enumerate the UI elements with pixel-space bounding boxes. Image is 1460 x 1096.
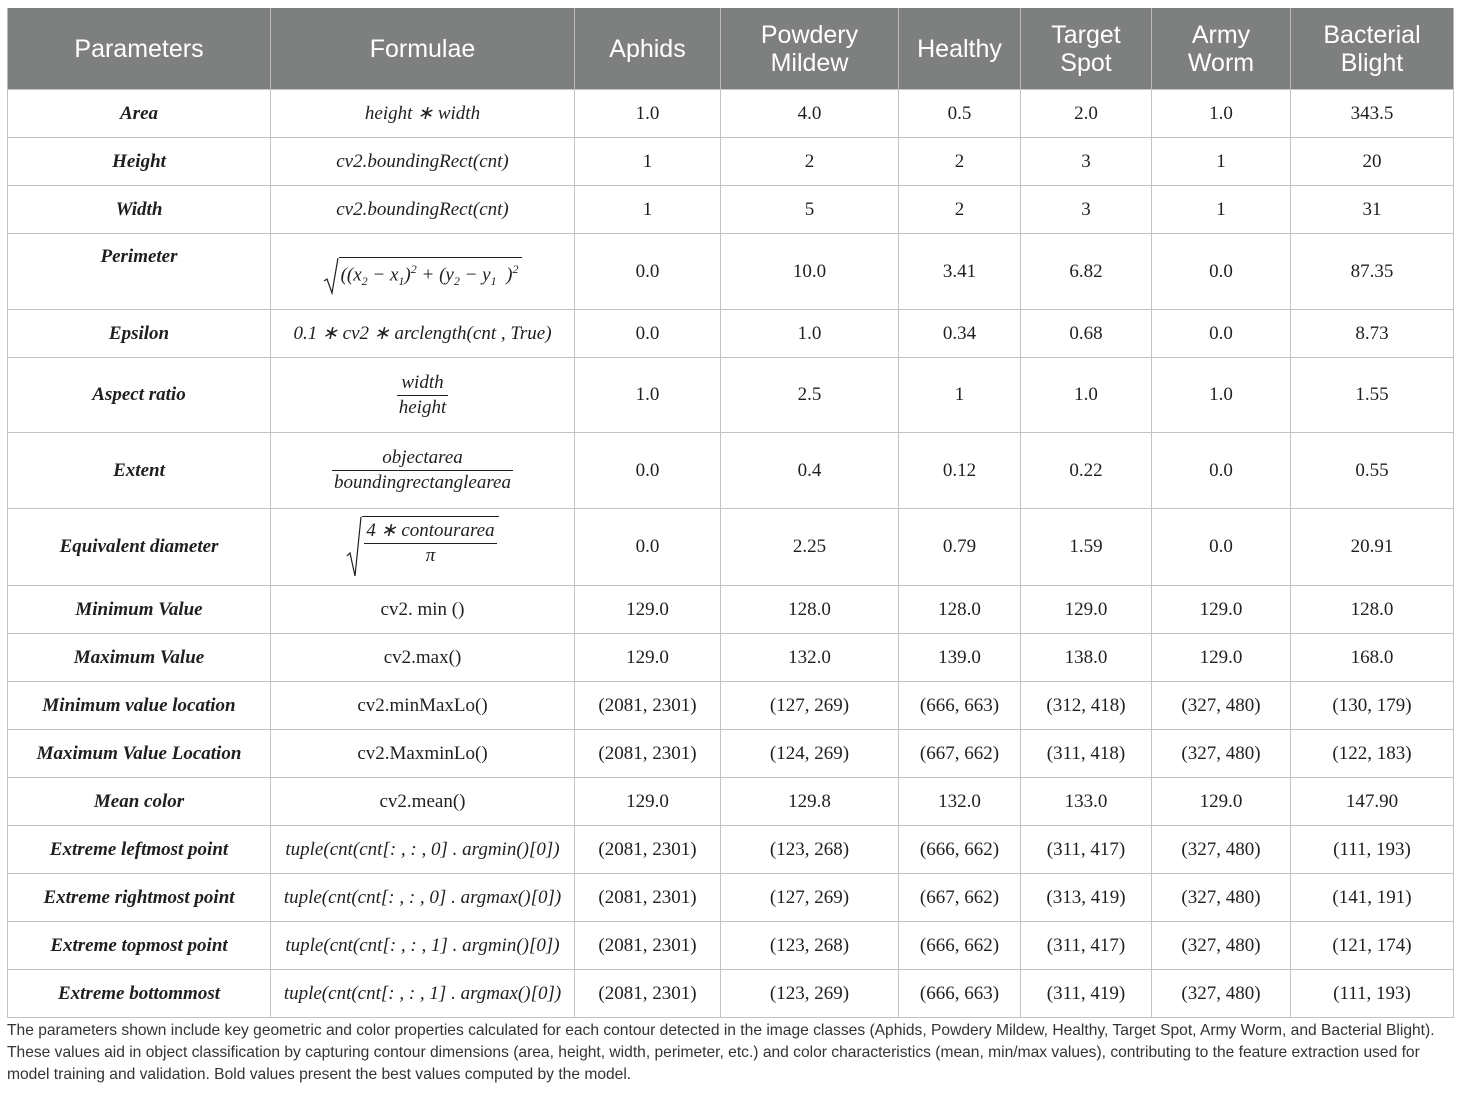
value-cell: 128.0 bbox=[721, 586, 899, 634]
fraction bbox=[332, 446, 513, 495]
value-cell: 0.12 bbox=[899, 433, 1021, 509]
table-row bbox=[8, 138, 1454, 186]
value-cell: 20 bbox=[1291, 138, 1454, 186]
radical-sign-icon bbox=[346, 516, 362, 578]
fraction-numerator: width bbox=[397, 371, 449, 396]
parameter-name: Area bbox=[8, 90, 271, 138]
value-cell: 0.22 bbox=[1021, 433, 1152, 509]
radical-sign-icon bbox=[323, 257, 339, 295]
table-row bbox=[8, 826, 1454, 874]
value-cell: 2.0 bbox=[1021, 90, 1152, 138]
formula-cell: cv2.max() bbox=[271, 634, 575, 682]
value-cell: 129.8 bbox=[721, 778, 899, 826]
value-cell: 20.91 bbox=[1291, 509, 1454, 586]
value-cell: 31 bbox=[1291, 186, 1454, 234]
value-cell: 138.0 bbox=[1021, 634, 1152, 682]
parameter-name: Minimum value location bbox=[8, 682, 271, 730]
table-row bbox=[8, 90, 1454, 138]
value-cell: (121, 174) bbox=[1291, 922, 1454, 970]
parameter-name: Extreme bottommost bbox=[8, 970, 271, 1018]
header-healthy: Healthy bbox=[899, 8, 1021, 90]
value-cell: 1.0 bbox=[1021, 358, 1152, 433]
value-cell: 128.0 bbox=[1291, 586, 1454, 634]
value-cell: (327, 480) bbox=[1152, 922, 1291, 970]
header-target-spot: Target Spot bbox=[1021, 8, 1152, 90]
value-cell: 1 bbox=[575, 186, 721, 234]
value-cell: 1 bbox=[1152, 138, 1291, 186]
formula-cell: tuple(cnt(cnt[: , : , 1] . argmin()[0]) bbox=[271, 922, 575, 970]
value-cell: 147.90 bbox=[1291, 778, 1454, 826]
formula-cell: cv2.boundingRect(cnt) bbox=[271, 186, 575, 234]
value-cell: 0.0 bbox=[575, 433, 721, 509]
value-cell: (327, 480) bbox=[1152, 874, 1291, 922]
header-bacterial-blight: Bacterial Blight bbox=[1291, 8, 1454, 90]
value-cell: (127, 269) bbox=[721, 682, 899, 730]
value-cell: (124, 269) bbox=[721, 730, 899, 778]
value-cell: 1.55 bbox=[1291, 358, 1454, 433]
parameter-name: Maximum Value bbox=[8, 634, 271, 682]
table-row bbox=[8, 730, 1454, 778]
formula-cell: cv2.mean() bbox=[271, 778, 575, 826]
table-row bbox=[8, 358, 1454, 433]
value-cell: 2.25 bbox=[721, 509, 899, 586]
table-row bbox=[8, 186, 1454, 234]
value-cell: 3 bbox=[1021, 186, 1152, 234]
formula-cell bbox=[271, 358, 575, 433]
header-formulae: Formulae bbox=[271, 8, 575, 90]
table-footnote: The parameters shown include key geometric and color properties calculated for each contour detected in the image classes (Aphids, Powdery Mildew, Healthy, Target Spot, Army Worm, and Bacterial Blight). These values aid in object classification by capturing contour dimensions (area, height, width, perimeter, etc.) and color characteristics (mean, min/max values), contributing to the feature extraction used for model training and validation. Bold values present the best values computed by the model. bbox=[7, 1022, 1435, 1083]
formula-cell bbox=[271, 234, 575, 310]
table-row bbox=[8, 634, 1454, 682]
value-cell: 6.82 bbox=[1021, 234, 1152, 310]
value-cell: (666, 663) bbox=[899, 682, 1021, 730]
table-row bbox=[8, 874, 1454, 922]
table-row bbox=[8, 970, 1454, 1018]
value-cell: 139.0 bbox=[899, 634, 1021, 682]
parameters-table bbox=[7, 8, 1454, 1018]
formula-cell: tuple(cnt(cnt[: , : , 0] . argmin()[0]) bbox=[271, 826, 575, 874]
value-cell: (111, 193) bbox=[1291, 970, 1454, 1018]
value-cell: 0.34 bbox=[899, 310, 1021, 358]
value-cell: 0.68 bbox=[1021, 310, 1152, 358]
value-cell: (2081, 2301) bbox=[575, 826, 721, 874]
value-cell: (123, 268) bbox=[721, 826, 899, 874]
value-cell: (311, 418) bbox=[1021, 730, 1152, 778]
fraction-numerator: objectarea bbox=[332, 446, 513, 471]
value-cell: (327, 480) bbox=[1152, 682, 1291, 730]
value-cell: 0.0 bbox=[1152, 234, 1291, 310]
parameter-name: Maximum Value Location bbox=[8, 730, 271, 778]
value-cell: 3.41 bbox=[899, 234, 1021, 310]
value-cell: 8.73 bbox=[1291, 310, 1454, 358]
value-cell: 129.0 bbox=[1152, 634, 1291, 682]
value-cell: 0.79 bbox=[899, 509, 1021, 586]
value-cell: (122, 183) bbox=[1291, 730, 1454, 778]
table-row bbox=[8, 922, 1454, 970]
value-cell: (667, 662) bbox=[899, 730, 1021, 778]
table-container bbox=[7, 8, 1453, 1018]
formula-cell: tuple(cnt(cnt[: , : , 0] . argmax()[0]) bbox=[271, 874, 575, 922]
formula-cell: 0.1 ∗ cv2 ∗ arclength(cnt , True) bbox=[271, 310, 575, 358]
formula-cell: tuple(cnt(cnt[: , : , 1] . argmax()[0]) bbox=[271, 970, 575, 1018]
value-cell: 0.0 bbox=[1152, 433, 1291, 509]
table-row bbox=[8, 586, 1454, 634]
value-cell: 3 bbox=[1021, 138, 1152, 186]
value-cell: (111, 193) bbox=[1291, 826, 1454, 874]
value-cell: 129.0 bbox=[575, 634, 721, 682]
value-cell: (667, 662) bbox=[899, 874, 1021, 922]
value-cell: 0.55 bbox=[1291, 433, 1454, 509]
parameter-name: Equivalent diameter bbox=[8, 509, 271, 586]
value-cell: (666, 662) bbox=[899, 922, 1021, 970]
value-cell: 133.0 bbox=[1021, 778, 1152, 826]
value-cell: 129.0 bbox=[575, 586, 721, 634]
value-cell: (311, 417) bbox=[1021, 922, 1152, 970]
parameter-name: Mean color bbox=[8, 778, 271, 826]
parameter-name: Aspect ratio bbox=[8, 358, 271, 433]
value-cell: 1 bbox=[899, 358, 1021, 433]
sqrt-formula: ($(x_2 - x_1)^2 + (y_2 - y_1$ )$^2$ bbox=[323, 257, 523, 295]
fraction-denominator: boundingrectanglearea bbox=[334, 472, 511, 493]
value-cell: (312, 418) bbox=[1021, 682, 1152, 730]
parameter-name: Extreme rightmost point bbox=[8, 874, 271, 922]
table-row bbox=[8, 682, 1454, 730]
parameter-name: Perimeter bbox=[8, 234, 271, 310]
parameter-name: Minimum Value bbox=[8, 586, 271, 634]
value-cell: 1.59 bbox=[1021, 509, 1152, 586]
header-powdery-mildew: Powdery Mildew bbox=[721, 8, 899, 90]
formula-cell: cv2.minMaxLo() bbox=[271, 682, 575, 730]
value-cell: 343.5 bbox=[1291, 90, 1454, 138]
value-cell: (123, 268) bbox=[721, 922, 899, 970]
value-cell: (2081, 2301) bbox=[575, 970, 721, 1018]
formula-cell: cv2.boundingRect(cnt) bbox=[271, 138, 575, 186]
value-cell: 128.0 bbox=[899, 586, 1021, 634]
value-cell: 129.0 bbox=[1152, 586, 1291, 634]
value-cell: 132.0 bbox=[899, 778, 1021, 826]
value-cell: (327, 480) bbox=[1152, 730, 1291, 778]
value-cell: (127, 269) bbox=[721, 874, 899, 922]
parameter-name: Epsilon bbox=[8, 310, 271, 358]
fraction-denominator: π bbox=[425, 545, 436, 566]
value-cell: 2 bbox=[899, 138, 1021, 186]
fraction-denominator: height bbox=[398, 396, 447, 418]
value-cell: 4.0 bbox=[721, 90, 899, 138]
value-cell: 129.0 bbox=[575, 778, 721, 826]
formula-cell bbox=[271, 509, 575, 586]
value-cell: 1.0 bbox=[1152, 90, 1291, 138]
value-cell: 1.0 bbox=[721, 310, 899, 358]
value-cell: 1.0 bbox=[575, 90, 721, 138]
value-cell: (2081, 2301) bbox=[575, 682, 721, 730]
value-cell: 0.0 bbox=[575, 234, 721, 310]
value-cell: 87.35 bbox=[1291, 234, 1454, 310]
parameter-name: Height bbox=[8, 138, 271, 186]
parameter-name: Extreme topmost point bbox=[8, 922, 271, 970]
header-row bbox=[8, 8, 1454, 90]
value-cell: 2.5 bbox=[721, 358, 899, 433]
value-cell: 0.0 bbox=[1152, 310, 1291, 358]
value-cell: 2 bbox=[899, 186, 1021, 234]
value-cell: (2081, 2301) bbox=[575, 730, 721, 778]
header-parameters: Parameters bbox=[8, 8, 271, 90]
value-cell: (313, 419) bbox=[1021, 874, 1152, 922]
formula-cell bbox=[271, 433, 575, 509]
table-row bbox=[8, 310, 1454, 358]
fraction bbox=[364, 519, 496, 568]
value-cell: 0.5 bbox=[899, 90, 1021, 138]
value-cell: 1 bbox=[575, 138, 721, 186]
parameter-name: Extreme leftmost point bbox=[8, 826, 271, 874]
formula-cell: cv2.MaxminLo() bbox=[271, 730, 575, 778]
value-cell: 0.0 bbox=[575, 509, 721, 586]
value-cell: (2081, 2301) bbox=[575, 874, 721, 922]
value-cell: 132.0 bbox=[721, 634, 899, 682]
value-cell: 1.0 bbox=[575, 358, 721, 433]
value-cell: (2081, 2301) bbox=[575, 922, 721, 970]
value-cell: (666, 663) bbox=[899, 970, 1021, 1018]
value-cell: 0.4 bbox=[721, 433, 899, 509]
parameter-name: Extent bbox=[8, 433, 271, 509]
value-cell: 1 bbox=[1152, 186, 1291, 234]
table-row bbox=[8, 234, 1454, 310]
table-row bbox=[8, 509, 1454, 586]
value-cell: (327, 480) bbox=[1152, 970, 1291, 1018]
value-cell: 0.0 bbox=[575, 310, 721, 358]
value-cell: 0.0 bbox=[1152, 509, 1291, 586]
table-row bbox=[8, 778, 1454, 826]
parameter-name: Width bbox=[8, 186, 271, 234]
table-row bbox=[8, 433, 1454, 509]
value-cell: 129.0 bbox=[1152, 778, 1291, 826]
formula-cell: cv2. min () bbox=[271, 586, 575, 634]
value-cell: (311, 419) bbox=[1021, 970, 1152, 1018]
header-aphids: Aphids bbox=[575, 8, 721, 90]
value-cell: 129.0 bbox=[1021, 586, 1152, 634]
sqrt-formula bbox=[346, 516, 498, 578]
value-cell: (141, 191) bbox=[1291, 874, 1454, 922]
formula-cell: height ∗ width bbox=[271, 90, 575, 138]
header-army-worm: Army Worm bbox=[1152, 8, 1291, 90]
value-cell: 168.0 bbox=[1291, 634, 1454, 682]
value-cell: (130, 179) bbox=[1291, 682, 1454, 730]
value-cell: (327, 480) bbox=[1152, 826, 1291, 874]
fraction-numerator: 4 ∗ contourarea bbox=[364, 519, 496, 544]
value-cell: (666, 662) bbox=[899, 826, 1021, 874]
value-cell: (123, 269) bbox=[721, 970, 899, 1018]
fraction bbox=[397, 371, 449, 420]
value-cell: 1.0 bbox=[1152, 358, 1291, 433]
value-cell: 2 bbox=[721, 138, 899, 186]
value-cell: (311, 417) bbox=[1021, 826, 1152, 874]
value-cell: 10.0 bbox=[721, 234, 899, 310]
value-cell: 5 bbox=[721, 186, 899, 234]
